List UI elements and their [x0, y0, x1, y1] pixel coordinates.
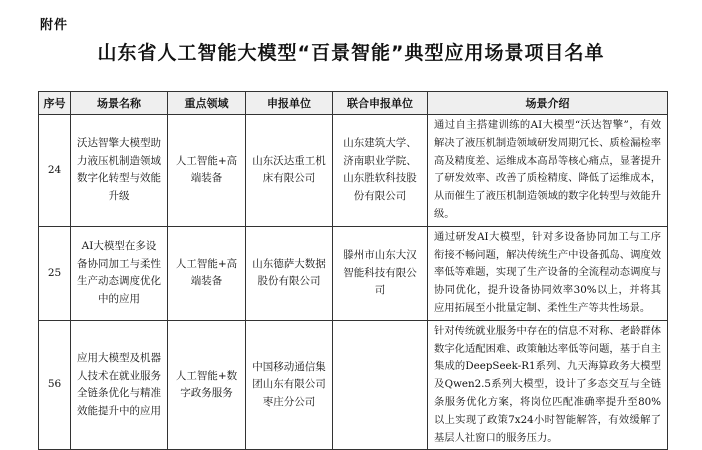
- column-header-intro: 场景介绍: [428, 92, 668, 115]
- column-header-joint-applicant: 联合申报单位: [333, 92, 428, 115]
- row-applicant: 中国移动通信集团山东有限公司枣庄分公司: [246, 320, 333, 450]
- row-joint-applicant: [333, 320, 428, 450]
- row-scene-name: AI大模型在多设备协同加工与柔性生产动态调度优化中的应用: [71, 226, 168, 320]
- row-joint-applicant: 山东建筑大学、济南职业学院、山东胜软科技股份有限公司: [333, 115, 428, 227]
- document-title: 山东省人工智能大模型“百景智能”典型应用场景项目名单: [97, 42, 605, 64]
- row-scene-name: 沃达智擎大模型助力液压机制造领域数字化转型与效能升级: [71, 115, 168, 227]
- row-joint-applicant: 滕州市山东大汉智能科技有限公司: [333, 226, 428, 320]
- row-seq: 56: [39, 320, 71, 450]
- row-intro: 通过自主搭建训练的AI大模型“沃达智擎”，有效解决了液压机制造领域研发周期冗长、质检漏检率高及精度差、运维成本高昂等核心痛点，显著提升了研发效率、改善了质检精度、降低了运维成本，从而催生了液压机制造领域的数字化转型与效能升级。: [428, 115, 668, 227]
- row-field: 人工智能+数字政务服务: [168, 320, 246, 450]
- column-header-applicant: 申报单位: [246, 92, 333, 115]
- table-header-row: [39, 92, 668, 115]
- table-row: [39, 226, 668, 320]
- row-field: 人工智能+高端装备: [168, 115, 246, 227]
- column-header-seq: 序号: [39, 92, 71, 115]
- row-applicant: 山东沃达重工机床有限公司: [246, 115, 333, 227]
- row-intro: 针对传统就业服务中存在的信息不对称、老龄群体数字化适配困难、政策触达率低等问题，基于自主集成的DeepSeek-R1系列、九天海算政务大模型及Qwen2.5系列大模型，设计了多态交互与全链条服务优化方案，将岗位匹配准确率提升至80%以上实现了政策7x24小时智能解答，有效缓解了基层人社窗口的服务压力。: [428, 320, 668, 450]
- row-seq: 24: [39, 115, 71, 227]
- attachment-label: 附件: [40, 18, 69, 33]
- row-applicant: 山东德萨大数据股份有限公司: [246, 226, 333, 320]
- project-table: [38, 91, 668, 450]
- row-scene-name: 应用大模型及机器人技术在就业服务全链条优化与精准效能提升中的应用: [71, 320, 168, 450]
- row-seq: 25: [39, 226, 71, 320]
- table-row: [39, 115, 668, 227]
- table-row: [39, 320, 668, 450]
- row-intro: 通过研发AI大模型，针对多设备协同加工与工序衔接不畅问题，解决传统生产中设备孤岛、调度效率低等难题，实现了生产设备的全流程动态调度与协同优化，提升设备协同效率30%以上，并将其应用拓展至小批量定制、柔性生产等共性场景。: [428, 226, 668, 320]
- row-field: 人工智能+高端装备: [168, 226, 246, 320]
- column-header-scene-name: 场景名称: [71, 92, 168, 115]
- column-header-field: 重点领域: [168, 92, 246, 115]
